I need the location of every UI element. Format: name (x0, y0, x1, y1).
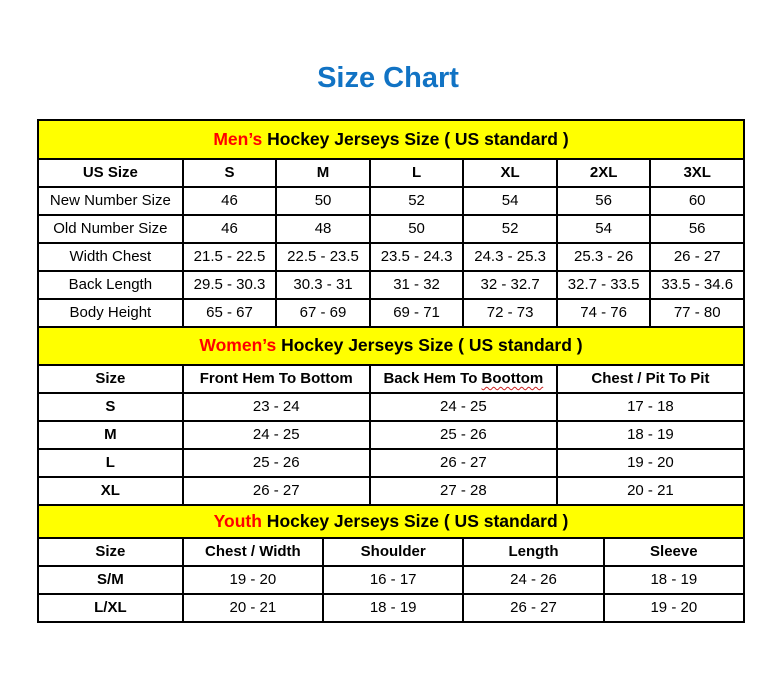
row-label-cell: L (38, 449, 183, 477)
row-label-cell: Body Height (38, 299, 183, 327)
size-table-womens (37, 326, 745, 506)
size-value-cell: 24 - 26 (463, 566, 603, 594)
size-value-cell: 50 (370, 215, 464, 243)
table-row (38, 449, 744, 477)
size-value-cell: 18 - 19 (557, 421, 744, 449)
size-value-cell: 65 - 67 (183, 299, 277, 327)
size-chart-tables (37, 119, 745, 623)
size-value-cell: 20 - 21 (183, 594, 323, 622)
size-value-cell: 29.5 - 30.3 (183, 271, 277, 299)
table-title-band (38, 327, 744, 365)
table-row (38, 299, 744, 327)
size-value-cell: 50 (276, 187, 370, 215)
column-header: XL (463, 159, 557, 187)
column-header: 2XL (557, 159, 651, 187)
size-value-cell: 77 - 80 (650, 299, 744, 327)
column-header: Front Hem To Bottom (183, 365, 370, 393)
row-label-cell: L/XL (38, 594, 183, 622)
size-value-cell: 22.5 - 23.5 (276, 243, 370, 271)
table-title-band (38, 120, 744, 159)
table-row (38, 594, 744, 622)
column-header: S (183, 159, 277, 187)
table-title-band (38, 505, 744, 538)
size-value-cell: 26 - 27 (370, 449, 557, 477)
size-value-cell: 18 - 19 (323, 594, 463, 622)
table-row (38, 215, 744, 243)
size-value-cell: 46 (183, 215, 277, 243)
size-value-cell: 16 - 17 (323, 566, 463, 594)
size-value-cell: 56 (650, 215, 744, 243)
column-header: US Size (38, 159, 183, 187)
table-row (38, 243, 744, 271)
size-value-cell: 52 (463, 215, 557, 243)
size-value-cell: 56 (557, 187, 651, 215)
size-value-cell: 26 - 27 (463, 594, 603, 622)
row-label-cell: S/M (38, 566, 183, 594)
table-row (38, 566, 744, 594)
row-label-cell: S (38, 393, 183, 421)
size-value-cell: 30.3 - 31 (276, 271, 370, 299)
misspelled-word: Boottom (481, 369, 544, 387)
size-value-cell: 31 - 32 (370, 271, 464, 299)
size-value-cell: 25.3 - 26 (557, 243, 651, 271)
column-header: Chest / Width (183, 538, 323, 566)
column-header: Chest / Pit To Pit (557, 365, 744, 393)
page-title: Size Chart (317, 62, 459, 94)
size-value-cell: 25 - 26 (370, 421, 557, 449)
size-table-youth (37, 504, 745, 623)
size-value-cell: 54 (557, 215, 651, 243)
column-header: Shoulder (323, 538, 463, 566)
size-value-cell: 26 - 27 (650, 243, 744, 271)
size-value-cell: 32 - 32.7 (463, 271, 557, 299)
size-value-cell: 19 - 20 (604, 594, 744, 622)
row-label-cell: M (38, 421, 183, 449)
row-label-cell: New Number Size (38, 187, 183, 215)
size-value-cell: 60 (650, 187, 744, 215)
size-value-cell: 48 (276, 215, 370, 243)
table-row (38, 187, 744, 215)
column-header: Back Hem To Boottom (370, 365, 557, 393)
size-value-cell: 25 - 26 (183, 449, 370, 477)
table-row (38, 421, 744, 449)
size-value-cell: 26 - 27 (183, 477, 370, 505)
size-value-cell: 17 - 18 (557, 393, 744, 421)
column-header: L (370, 159, 464, 187)
size-value-cell: 18 - 19 (604, 566, 744, 594)
size-value-cell: 24 - 25 (370, 393, 557, 421)
size-value-cell: 19 - 20 (557, 449, 744, 477)
table-title-highlight: Youth (213, 510, 262, 531)
row-label-cell: Old Number Size (38, 215, 183, 243)
table-title-rest: Hockey Jerseys Size ( US standard ) (262, 128, 569, 149)
size-value-cell: 74 - 76 (557, 299, 651, 327)
size-value-cell: 20 - 21 (557, 477, 744, 505)
column-header: Size (38, 365, 183, 393)
size-value-cell: 24.3 - 25.3 (463, 243, 557, 271)
table-row (38, 477, 744, 505)
size-value-cell: 33.5 - 34.6 (650, 271, 744, 299)
row-label-cell: XL (38, 477, 183, 505)
table-row (38, 271, 744, 299)
size-value-cell: 52 (370, 187, 464, 215)
size-value-cell: 23 - 24 (183, 393, 370, 421)
table-title-rest: Hockey Jerseys Size ( US standard ) (261, 510, 569, 531)
table-title-highlight: Men’s (213, 128, 263, 149)
size-value-cell: 32.7 - 33.5 (557, 271, 651, 299)
row-label-cell: Width Chest (38, 243, 183, 271)
size-value-cell: 54 (463, 187, 557, 215)
column-header: Length (463, 538, 603, 566)
column-header: Sleeve (604, 538, 744, 566)
table-row (38, 393, 744, 421)
size-value-cell: 21.5 - 22.5 (183, 243, 277, 271)
size-value-cell: 19 - 20 (183, 566, 323, 594)
table-title-rest: Hockey Jerseys Size ( US standard ) (276, 335, 583, 356)
size-value-cell: 69 - 71 (370, 299, 464, 327)
row-label-cell: Back Length (38, 271, 183, 299)
column-header: M (276, 159, 370, 187)
size-value-cell: 72 - 73 (463, 299, 557, 327)
table-title-highlight: Women’s (199, 335, 277, 356)
size-value-cell: 46 (183, 187, 277, 215)
size-value-cell: 27 - 28 (370, 477, 557, 505)
size-table-mens (37, 119, 745, 328)
size-value-cell: 24 - 25 (183, 421, 370, 449)
column-header: 3XL (650, 159, 744, 187)
size-value-cell: 67 - 69 (276, 299, 370, 327)
size-value-cell: 23.5 - 24.3 (370, 243, 464, 271)
column-header: Size (38, 538, 183, 566)
